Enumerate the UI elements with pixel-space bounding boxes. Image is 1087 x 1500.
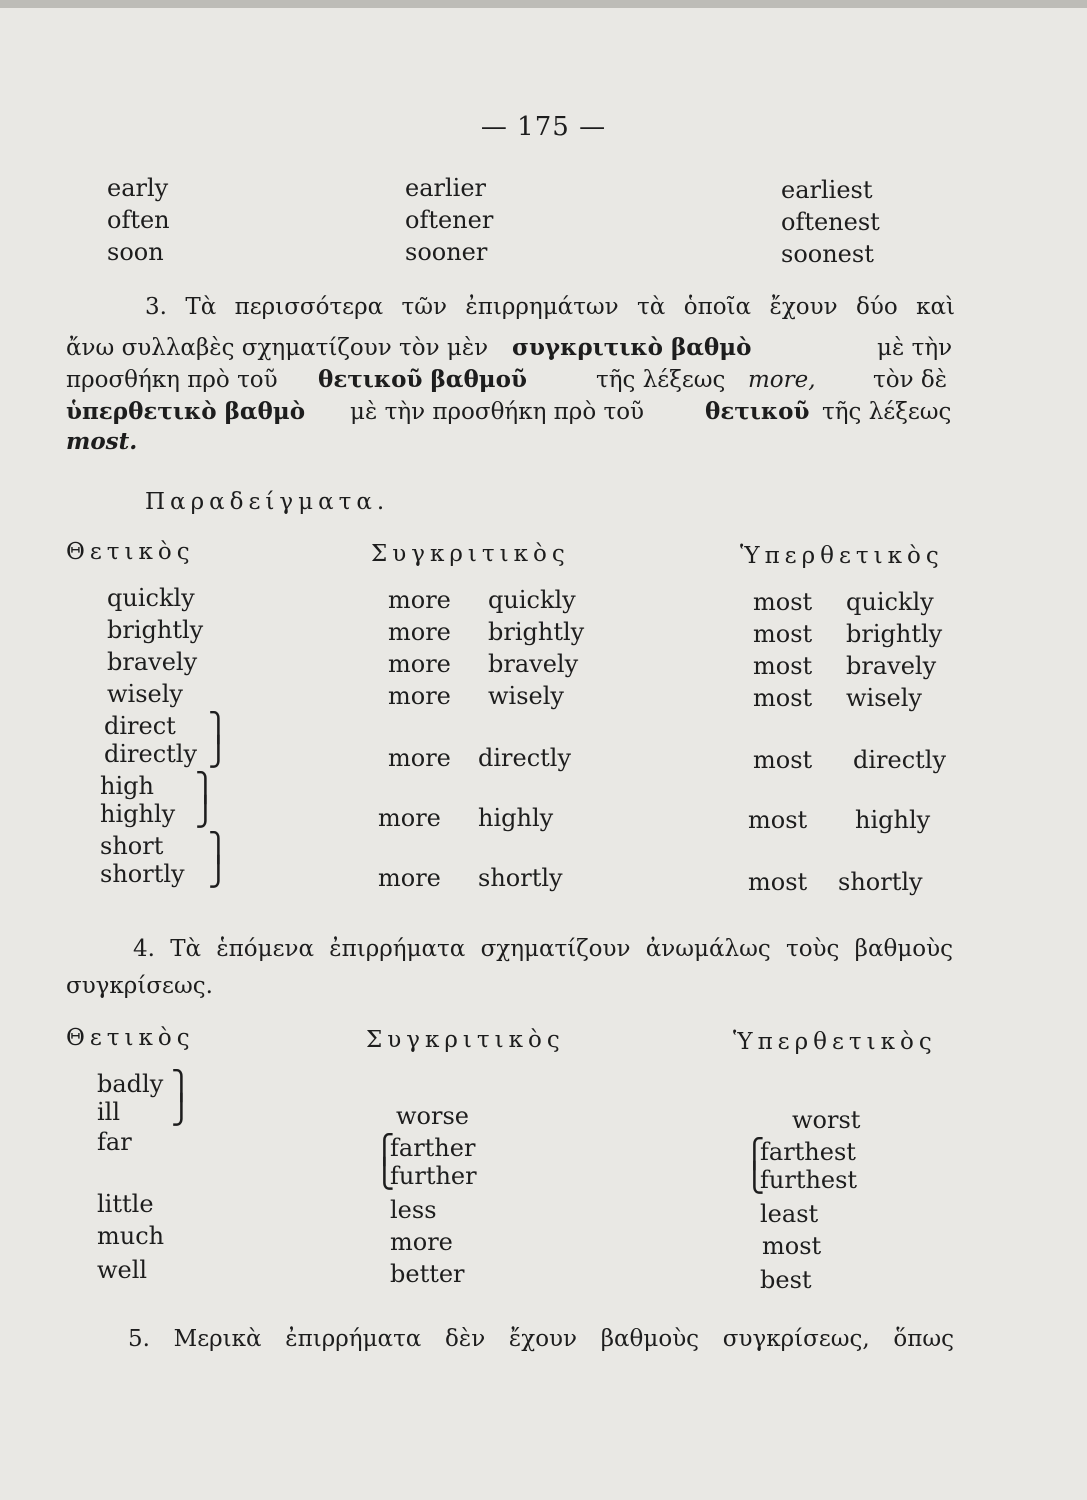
para3-line4c: θετικοῦ	[705, 398, 810, 425]
t3-comparative-worse: worse	[396, 1102, 469, 1130]
t2-positive-highly: highly	[100, 800, 176, 828]
t3-comparative-further: further	[390, 1162, 477, 1190]
t2-positive-high: high	[100, 772, 154, 800]
t1-positive-soon: soon	[107, 238, 164, 266]
t3-comparative-more: more	[390, 1228, 453, 1256]
t3-comparative-better: better	[390, 1260, 465, 1288]
t2-comparative-directly: directly	[478, 744, 572, 772]
t2-positive-short: short	[100, 832, 164, 860]
para4-line2: συγκρίσεως.	[66, 973, 213, 999]
para3-line2c: μὲ τὴν	[877, 335, 953, 361]
t1-superlative-soonest: soonest	[781, 240, 874, 268]
t2-most: most	[753, 746, 813, 774]
t2-positive-shortly: shortly	[100, 860, 185, 888]
brace-farther-top: ⎧	[374, 1133, 395, 1166]
t2-superlative-shortly: shortly	[838, 868, 923, 896]
t3-header-comparative: Συγκριτικὸς	[366, 1027, 565, 1053]
para3-line3d: more,	[748, 367, 816, 393]
t2-most: most	[753, 588, 813, 616]
t3-positive-badly: badly	[97, 1070, 164, 1098]
para3-line3c: τῆς λέξεως	[596, 367, 726, 393]
t2-more: more	[378, 804, 441, 832]
para3-line3e: τὸν δὲ	[873, 367, 948, 393]
t2-positive-directly: directly	[104, 740, 198, 768]
scan-edge	[0, 0, 1087, 8]
t2-header-positive: Θετικὸς	[66, 539, 195, 565]
t1-positive-early: early	[107, 174, 169, 202]
t2-superlative-quickly: quickly	[846, 588, 934, 616]
brace-high-bottom: ⎭	[195, 795, 216, 828]
t2-header-comparative: Συγκριτικὸς	[371, 541, 570, 567]
t2-superlative-wisely: wisely	[846, 684, 922, 712]
t2-positive-direct: direct	[104, 712, 176, 740]
para3-line4d: τῆς λέξεως	[822, 399, 952, 425]
t2-comparative-quickly: quickly	[488, 586, 576, 614]
t2-positive-brightly: brightly	[107, 616, 204, 644]
para3-line2a: ἄνω συλλαβὲς σχηματίζουν τὸν μὲν	[66, 335, 489, 361]
para3-line4b: μὲ τὴν προσθήκη πρὸ τοῦ	[350, 399, 645, 425]
t3-positive-ill: ill	[97, 1098, 121, 1126]
t2-most: most	[753, 652, 813, 680]
brace-badly-bottom: ⎭	[171, 1093, 192, 1126]
t2-positive-bravely: bravely	[107, 648, 198, 676]
t3-positive-little: little	[97, 1190, 154, 1218]
t2-more: more	[388, 744, 451, 772]
para3-line3a: προσθήκη πρὸ τοῦ	[66, 367, 278, 393]
t3-superlative-furthest: furthest	[760, 1166, 858, 1194]
t1-comparative-oftener: oftener	[405, 206, 494, 234]
t3-superlative-best: best	[760, 1266, 812, 1294]
para4-line1: 4. Τὰ ἑπόμενα ἐπιρρήματα σχηματίζουν ἀνωμάλως τοὺς βαθμοὺς	[133, 936, 953, 962]
t1-comparative-earlier: earlier	[405, 174, 487, 202]
para3-line5: most.	[66, 428, 138, 455]
brace-farthest-bottom: ⎩	[744, 1161, 765, 1194]
t2-more: more	[388, 682, 451, 710]
t3-superlative-least: least	[760, 1200, 819, 1228]
t3-positive-much: much	[97, 1222, 165, 1250]
brace-badly-top: ⎫	[171, 1069, 192, 1102]
t2-comparative-shortly: shortly	[478, 864, 563, 892]
t2-positive-wisely: wisely	[107, 680, 183, 708]
t1-positive-often: often	[107, 206, 170, 234]
t2-header-superlative: Ὑπερθετικὸς	[740, 543, 944, 569]
t3-header-positive: Θετικὸς	[66, 1025, 195, 1051]
para3-line1: 3. Τὰ περισσότερα τῶν ἐπιρρημάτων τὰ ὁποῖα ἔχουν δύο καὶ	[145, 294, 955, 320]
t3-superlative-farthest: farthest	[760, 1138, 856, 1166]
t3-positive-far: far	[97, 1128, 132, 1156]
t2-comparative-bravely: bravely	[488, 650, 579, 678]
t2-most: most	[753, 620, 813, 648]
brace-farthest-top: ⎧	[744, 1137, 765, 1170]
t2-more: more	[388, 618, 451, 646]
para3-line2b: συγκριτικὸ βαθμὸ	[512, 334, 752, 361]
t2-more: more	[378, 864, 441, 892]
para5-line1: 5. Μερικὰ ἐπιρρήματα δὲν ἔχουν βαθμοὺς συγκρίσεως, ὅπως	[128, 1326, 954, 1352]
brace-high-top: ⎫	[195, 771, 216, 804]
t2-comparative-highly: highly	[478, 804, 554, 832]
t2-positive-quickly: quickly	[107, 584, 195, 612]
examples-heading: Παραδείγματα.	[145, 489, 390, 515]
brace-direct-bottom: ⎭	[208, 735, 229, 768]
t3-superlative-worst: worst	[792, 1106, 861, 1134]
t3-comparative-less: less	[390, 1196, 437, 1224]
t2-most: most	[753, 684, 813, 712]
t1-comparative-sooner: sooner	[405, 238, 488, 266]
t1-superlative-earliest: earliest	[781, 176, 873, 204]
t3-comparative-farther: farther	[390, 1134, 476, 1162]
t2-more: more	[388, 586, 451, 614]
t2-superlative-highly: highly	[855, 806, 931, 834]
t3-superlative-most: most	[762, 1232, 822, 1260]
brace-short-bottom: ⎭	[208, 855, 229, 888]
brace-farther-bottom: ⎩	[374, 1157, 395, 1190]
para3-line3b: θετικοῦ βαθμοῦ	[318, 366, 527, 393]
t2-superlative-brightly: brightly	[846, 620, 943, 648]
t3-header-superlative: Ὑπερθετικὸς	[733, 1029, 937, 1055]
page-number: — 175 —	[480, 112, 607, 142]
t2-superlative-bravely: bravely	[846, 652, 937, 680]
t1-superlative-oftenest: oftenest	[781, 208, 880, 236]
t3-positive-well: well	[97, 1256, 148, 1284]
t2-more: more	[388, 650, 451, 678]
t2-most: most	[748, 806, 808, 834]
para3-line4a: ὑπερθετικὸ βαθμὸ	[66, 398, 306, 425]
t2-superlative-directly: directly	[853, 746, 947, 774]
brace-direct-top: ⎫	[208, 711, 229, 744]
t2-most: most	[748, 868, 808, 896]
t2-comparative-wisely: wisely	[488, 682, 564, 710]
brace-short-top: ⎫	[208, 831, 229, 864]
t2-comparative-brightly: brightly	[488, 618, 585, 646]
